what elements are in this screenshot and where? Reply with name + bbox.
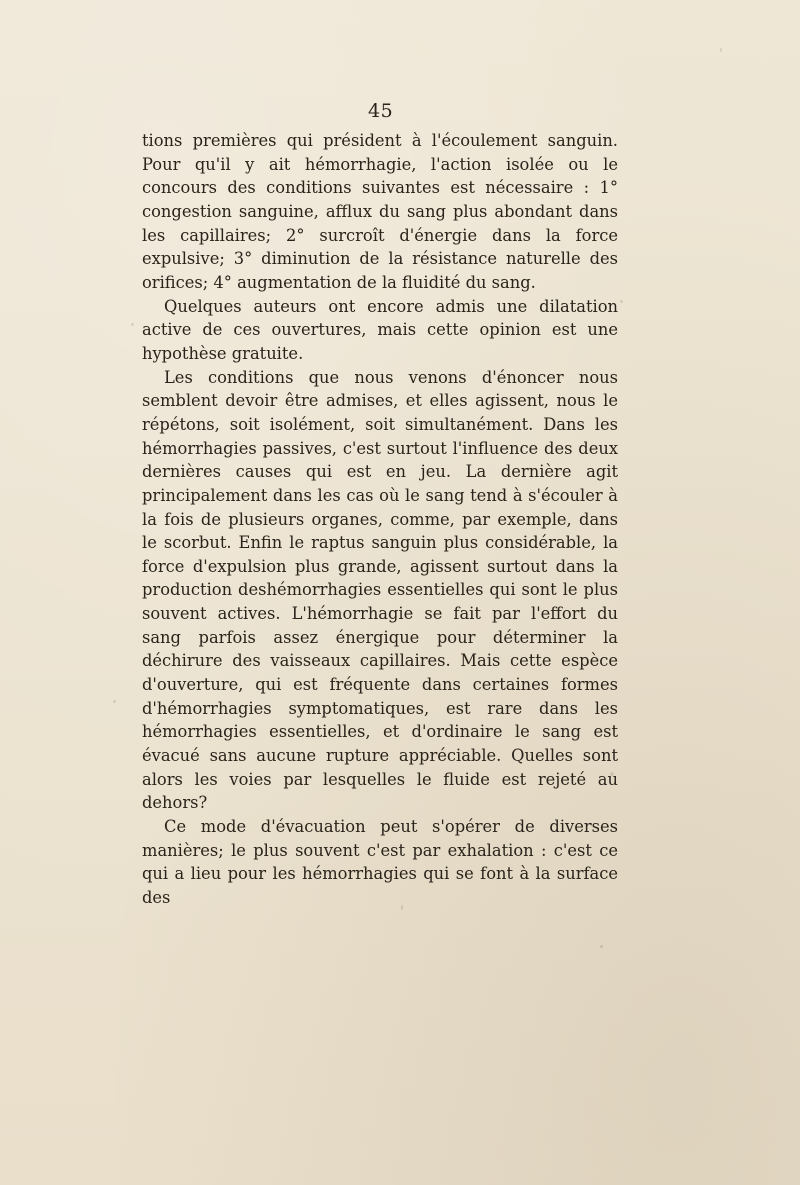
paragraph: Ce mode d'évacuation peut s'opérer de diverses manières; le plus souvent c'est par exhalation : c'est ce qui a lieu pour les hémorrhagies qui se font à la surface des [142,817,618,907]
paper-speck [113,700,116,703]
body-text [142,129,618,910]
paper-speck [600,945,603,948]
paragraph: tions premières qui président à l'écoulement sanguin. Pour qu'il y ait hémorrhagie, l'action isolée ou le concours des conditions suivantes est nécessaire : 1° congestion sanguine, afflux du sang plus abondant dans les capillaires; 2° surcroît d'énergie dans la force expulsive; 3° diminution de la résistance naturelle des orifices; 4° augmentation de la fluidité du sang. [142,131,618,292]
page-number: 45 [368,100,394,122]
paragraph: Quelques auteurs ont encore admis une dilatation active de ces ouvertures, mais cette opinion est une hypothèse gratuite. [142,296,618,363]
paper-speck [620,300,623,303]
paper-speck [720,48,722,52]
paper-speck [131,323,134,326]
paragraph: Les conditions que nous venons d'énoncer nous semblent devoir être admises, et elles agissent, nous le répétons, soit isolément, soit simultanément. Dans les hémorrhagies passives, c'est surtout l'influence des deux dernières causes qui est en jeu. La dernière agit principalement dans les cas où le sang tend à s'écouler à la fois de plusieurs organes, comme, par exemple, dans le scorbut. Enfin le raptus sanguin plus considérable, la force d'expulsion plus grande, agissent surtout dans la production deshémorrhagies essentielles qui sont le plus souvent actives. L'hémorrhagie se fait par l'effort du sang parfois assez énergique pour déterminer la déchirure des vaisseaux capillaires. Mais cette espèce d'ouverture, qui est fréquente dans certaines formes d'hémorrhagies symptomatiques, est rare dans les hémorrhagies essentielles, et d'ordinaire le sang est évacué sans aucune rupture appréciable. Quelles sont alors les voies par lesquelles le fluide est rejeté au dehors? [142,367,618,813]
